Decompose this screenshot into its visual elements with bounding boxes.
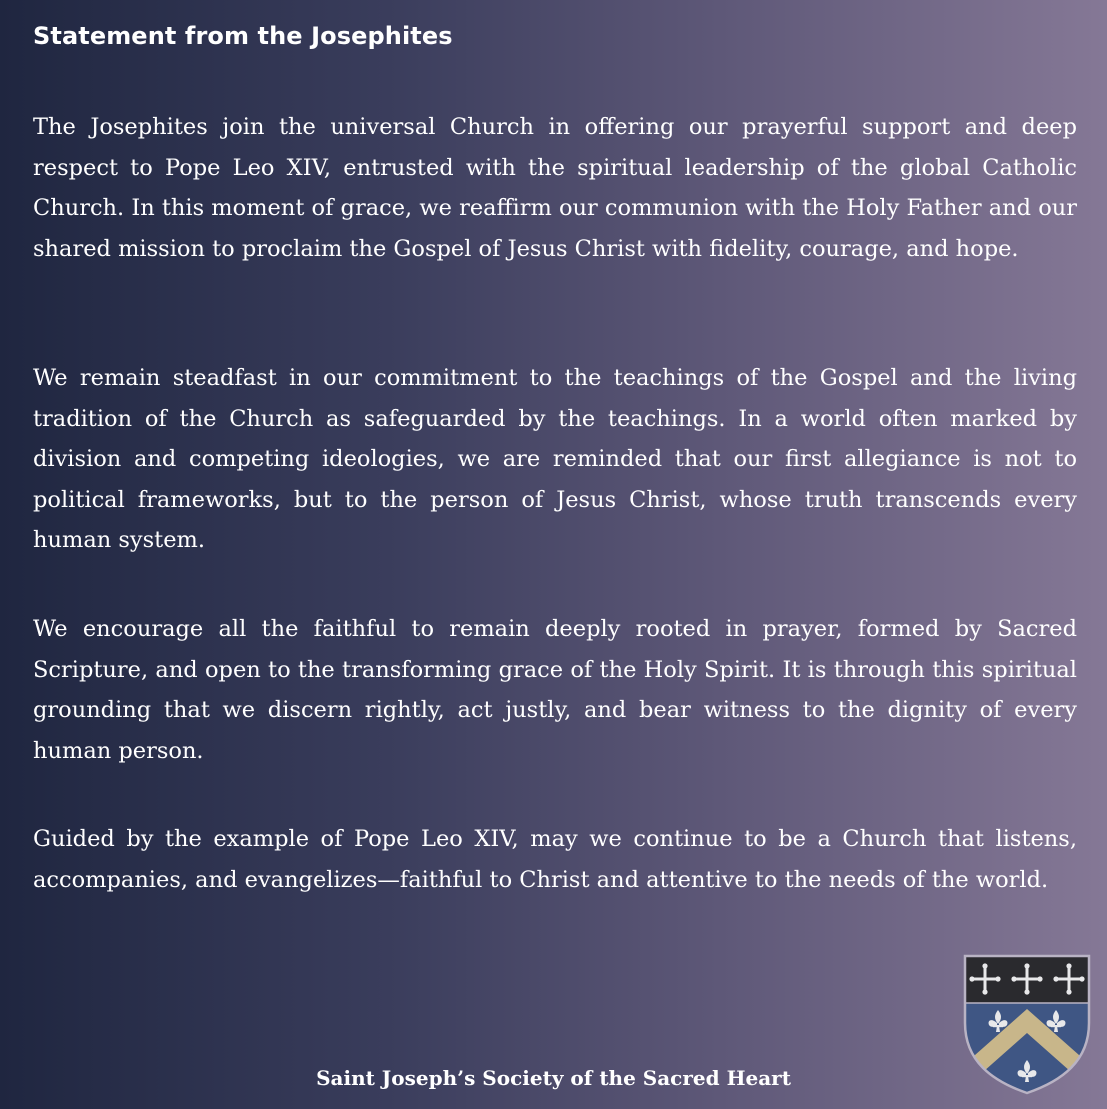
statement-title: Statement from the Josephites — [33, 22, 453, 50]
paragraph-encouragement: We encourage all the faithful to remain deeply rooted in prayer, formed by Sacred Scripture, and open to the transforming grace of the Holy Spirit. It is through this spiritual grounding that we discern rightly, act justly, and bear witness to the dignity of every human person. — [33, 616, 1077, 764]
footer-organization-name: Saint Joseph’s Society of the Sacred Heart — [316, 1066, 791, 1090]
paragraph-guidance: Guided by the example of Pope Leo XIV, may we continue to be a Church that listens, accompanies, and evangelizes—faithful to Christ and attentive to the needs of the world. — [33, 826, 1077, 893]
paragraph-support: The Josephites join the universal Church in offering our prayerful support and deep respect to Pope Leo XIV, entrusted with the spiritual leadership of the global Catholic Church. In this moment of grace, we reaffirm our communion with the Holy Father and our shared mission to proclaim the Gospel of Jesus Christ with fidelity, courage, and hope. — [33, 114, 1077, 262]
paragraph-commitment: We remain steadfast in our commitment to the teachings of the Gospel and the living tradition of the Church as safeguarded by the teachings. In a world often marked by division and competing ideologies, we are reminded that our first allegiance is not to political frameworks, but to the person of Jesus Christ, whose truth transcends every human system. — [33, 365, 1077, 553]
